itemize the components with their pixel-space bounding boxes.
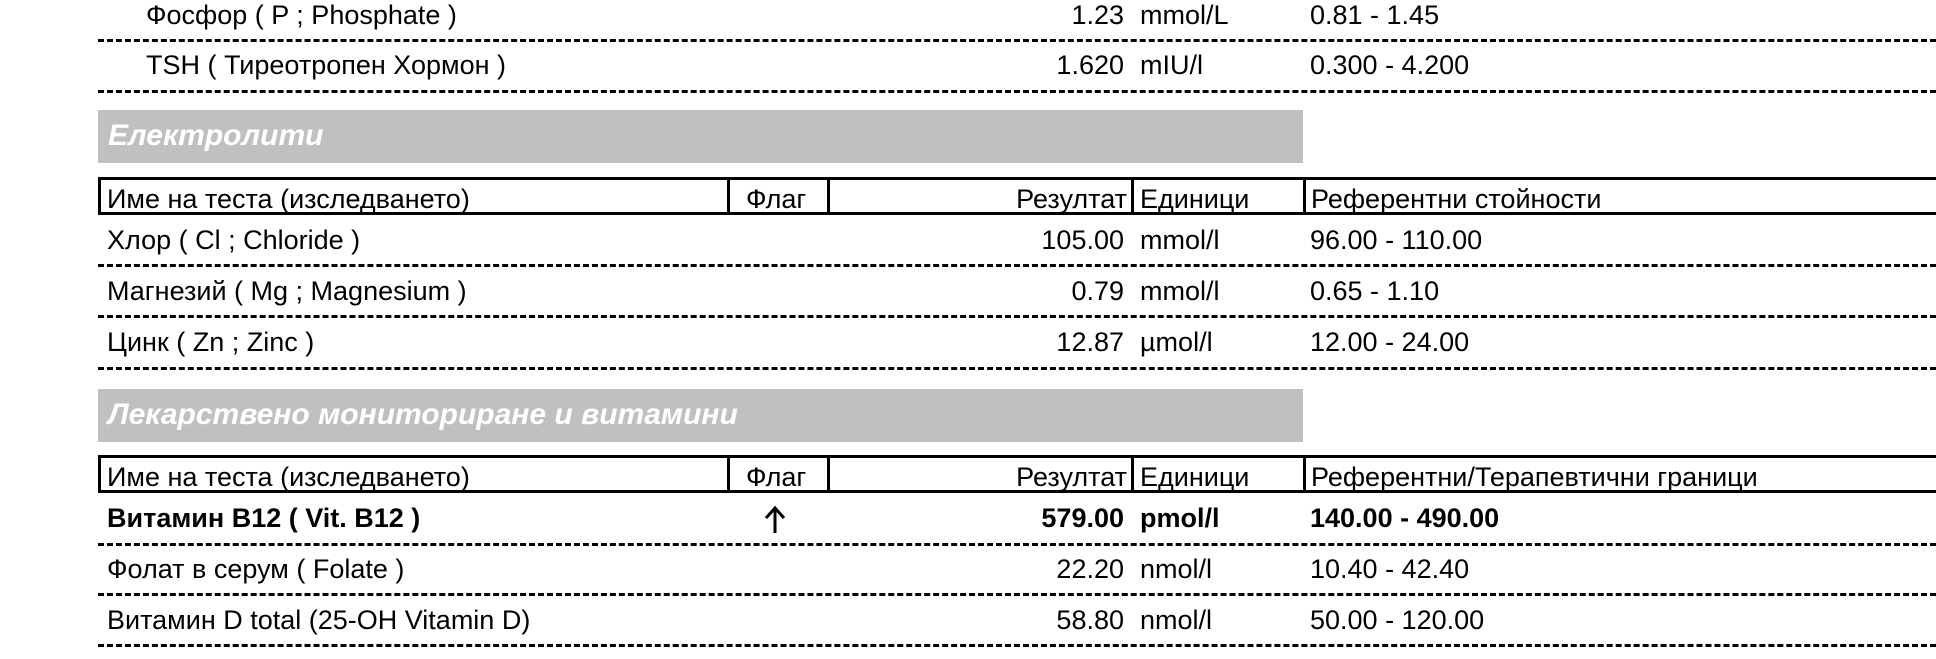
row-divider <box>98 543 1936 546</box>
section-header-bar <box>98 389 1303 442</box>
column-header-name: Име на теста (изследването) <box>107 184 470 214</box>
column-header-result: Резултат <box>1016 184 1127 214</box>
test-result: 1.620 <box>1056 50 1124 80</box>
column-divider <box>1303 458 1306 490</box>
section-header-bar <box>98 110 1303 163</box>
test-unit: mmol/l <box>1140 225 1220 255</box>
test-unit: mmol/l <box>1140 276 1220 306</box>
test-unit: nmol/l <box>1140 554 1213 584</box>
column-divider <box>1303 180 1306 212</box>
test-result: 12.87 <box>1056 327 1124 357</box>
test-name: Магнезий ( Mg ; Magnesium ) <box>107 276 467 306</box>
up-arrow-icon <box>764 505 786 540</box>
test-reference: 50.00 - 120.00 <box>1310 605 1485 635</box>
test-result: 22.20 <box>1056 554 1124 584</box>
test-result: 579.00 <box>1041 503 1124 533</box>
test-unit: pmol/l <box>1140 503 1220 533</box>
column-divider <box>1131 180 1134 212</box>
column-header-name: Име на теста (изследването) <box>107 462 470 492</box>
column-divider <box>827 180 830 212</box>
column-header-flag: Флаг <box>746 184 807 214</box>
test-reference: 0.65 - 1.10 <box>1310 276 1440 306</box>
row-divider <box>98 593 1936 596</box>
column-header-reference: Референтни стойности <box>1311 184 1602 214</box>
column-header-result: Резултат <box>1016 462 1127 492</box>
test-name: Витамин D total (25-OH Vitamin D) <box>107 605 531 635</box>
test-result: 105.00 <box>1041 225 1124 255</box>
test-name: TSH ( Тиреотропен Хормон ) <box>146 50 507 80</box>
section-title: Електролити <box>108 119 324 152</box>
test-unit: µmol/l <box>1140 327 1213 357</box>
column-header-unit: Единици <box>1140 184 1250 214</box>
column-divider <box>1131 458 1134 490</box>
column-header-unit: Единици <box>1140 462 1250 492</box>
test-unit: mIU/l <box>1140 50 1203 80</box>
test-unit: mmol/L <box>1140 0 1229 30</box>
test-result: 1.23 <box>1071 0 1124 30</box>
row-divider <box>98 264 1936 267</box>
test-result: 0.79 <box>1071 276 1124 306</box>
test-name: Фосфор ( P ; Phosphate ) <box>146 0 457 30</box>
test-name: Цинк ( Zn ; Zinc ) <box>107 327 315 357</box>
column-header-reference: Референтни/Терапевтични граници <box>1311 462 1758 492</box>
test-name: Хлор ( Cl ; Chloride ) <box>107 225 361 255</box>
column-header-flag: Флаг <box>746 462 807 492</box>
column-divider <box>827 458 830 490</box>
row-divider <box>98 39 1936 42</box>
test-reference: 10.40 - 42.40 <box>1310 554 1470 584</box>
section-title: Лекарствено мониториране и витамини <box>108 398 738 431</box>
test-reference: 12.00 - 24.00 <box>1310 327 1470 357</box>
test-reference: 0.300 - 4.200 <box>1310 50 1470 80</box>
row-divider <box>98 644 1936 647</box>
row-divider <box>98 315 1936 318</box>
test-reference: 0.81 - 1.45 <box>1310 0 1440 30</box>
test-result: 58.80 <box>1056 605 1124 635</box>
test-name: Фолат в серум ( Folate ) <box>107 554 405 584</box>
row-divider <box>98 90 1936 93</box>
row-divider <box>98 367 1936 370</box>
column-divider <box>727 458 730 490</box>
test-reference: 140.00 - 490.00 <box>1310 503 1500 533</box>
test-reference: 96.00 - 110.00 <box>1310 225 1483 255</box>
test-unit: nmol/l <box>1140 605 1213 635</box>
table-header <box>98 177 1936 215</box>
table-header <box>98 455 1936 493</box>
column-divider <box>727 180 730 212</box>
test-name: Витамин B12 ( Vit. B12 ) <box>107 503 421 533</box>
